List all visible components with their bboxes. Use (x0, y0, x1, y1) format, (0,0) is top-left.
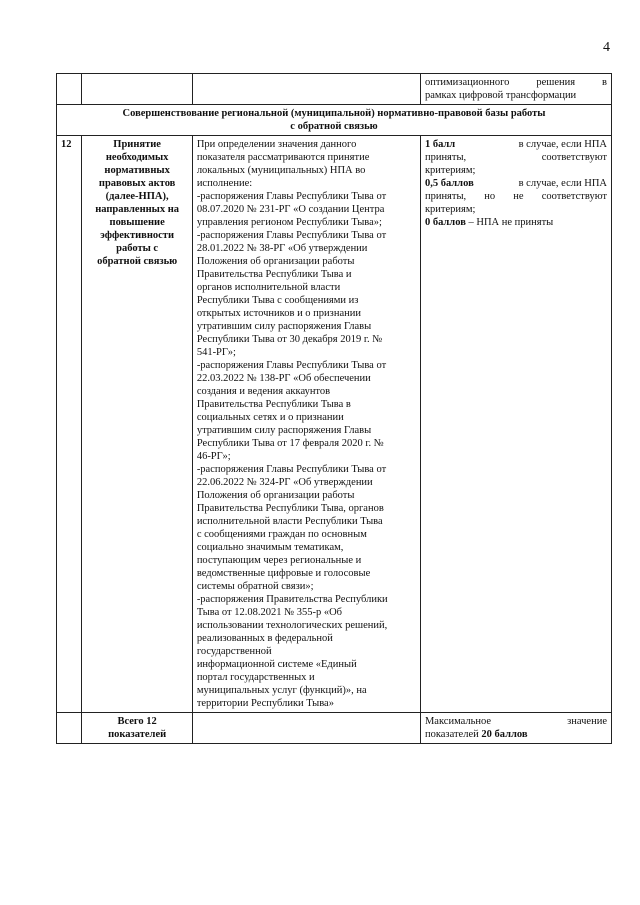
cell-empty (192, 713, 420, 744)
text-line: При определении значения данного (196, 139, 357, 150)
text-line: муниципальных услуг (функций)», на (196, 685, 367, 696)
text-line: исполнение: (196, 178, 253, 189)
text-line: реализованных в федеральной (196, 633, 333, 644)
text-line: 46-РГ»; (196, 451, 231, 462)
scoring-line (425, 728, 607, 741)
max-score: 20 баллов (481, 729, 528, 740)
text-line: показателя рассматриваются принятие (196, 152, 370, 163)
text-line: рамках цифровой трансформации (424, 90, 577, 101)
text-line: -распоряжения Главы Республики Тыва от (196, 191, 387, 202)
text-line: -распоряжения Правительства Республики (196, 594, 388, 605)
text-line: -распоряжения Главы Республики Тыва от (196, 464, 387, 475)
text-line: 22.03.2022 № 138-РГ «Об обеспечении (196, 373, 371, 384)
score-1-label: 1 балл (424, 139, 456, 150)
text-line: социально значимым тематикам, (196, 542, 344, 553)
text-line: приняты, соответствуют (424, 152, 607, 163)
scoring-line (425, 177, 607, 190)
scoring-line (425, 216, 607, 229)
section-header-row (57, 105, 612, 136)
text-line: правовых актов (98, 178, 176, 189)
text-line: 28.01.2022 № 38-РГ «Об утверждении (196, 243, 368, 254)
text-line: 22.06.2022 № 324-РГ «Об утверждении (196, 477, 373, 488)
calculation-method (192, 136, 420, 713)
text-line: Положения об организации работы (196, 256, 355, 267)
text-line: органов исполнительной власти (196, 282, 341, 293)
score-05-label: 0,5 баллов (424, 178, 474, 189)
total-row (57, 713, 612, 744)
scoring-criteria (420, 136, 611, 713)
text-line: нормативных (104, 165, 170, 176)
text-line: оптимизационного решения в (424, 77, 607, 88)
text-line: критериям; (424, 204, 476, 215)
text-line: государственной (196, 646, 272, 657)
table-row-12 (57, 136, 612, 713)
section-title-line: с обратной связью (290, 121, 378, 132)
text-line: показателей (424, 729, 479, 740)
text-line: Положения об организации работы (196, 490, 355, 501)
indicators-table (56, 73, 612, 744)
section-title (57, 105, 612, 136)
cell-empty (192, 74, 420, 105)
section-title-line: Совершенствование региональной (муниципальной) нормативно-правовой базы работы (122, 108, 546, 119)
text-line: информационной системе «Единый (196, 659, 357, 670)
text-line: использовании технологических решений, (196, 620, 388, 631)
cell-empty (82, 74, 192, 105)
text-line: утратившим силу распоряжения Главы (196, 425, 372, 436)
text-line: Принятие (113, 139, 161, 150)
text-line: показателей (108, 729, 167, 740)
text-line: Всего 12 (117, 716, 157, 727)
text-line: работы с (116, 243, 159, 254)
cell-empty (57, 713, 82, 744)
text-line: в случае, если НПА (518, 139, 607, 150)
text-line: портал государственных и (196, 672, 315, 683)
text-line: Правительства Республики Тыва в (196, 399, 351, 410)
text-line: в случае, если НПА (518, 178, 607, 189)
text-line: необходимых (105, 152, 169, 163)
text-line: Республики Тыва от 17 февраля 2020 г. № (196, 438, 384, 449)
text-line: Максимальное значение (424, 716, 607, 727)
text-line: ведомственные цифровые и голосовые (196, 568, 371, 579)
text-line: Правительства Республики Тыва, органов (196, 503, 384, 514)
text-line: (далее-НПА), (105, 191, 169, 202)
text-line: утратившим силу распоряжения Главы (196, 321, 372, 332)
text-line: создания и ведения аккаунтов (196, 386, 331, 397)
cell-continuation-text (420, 74, 611, 105)
text-line: эффективности (100, 230, 175, 241)
text-line: системы обратной связи»; (196, 581, 314, 592)
cell-empty (57, 74, 82, 105)
text-line: приняты, но не соответствуют (424, 191, 607, 202)
scoring-line (425, 138, 607, 151)
page-number: 4 (603, 40, 610, 55)
indicator-name (82, 136, 192, 713)
total-max-value (420, 713, 611, 744)
text-line: Правительства Республики Тыва и (196, 269, 352, 280)
text-line: 541-РГ»; (196, 347, 236, 358)
text-line: исполнительной власти Республики Тыва (196, 516, 383, 527)
text-line: поступающим через региональные и (196, 555, 362, 566)
text-line: территории Республики Тыва» (196, 698, 334, 709)
text-line: локальных (муниципальных) НПА во (196, 165, 366, 176)
score-0-label: 0 баллов (424, 217, 466, 228)
text-line: с сообщениями граждан по основным (196, 529, 367, 540)
table-row-continuation (57, 74, 612, 105)
text-line: повышение (109, 217, 165, 228)
row-number: 12 (57, 136, 82, 713)
text-line: Тыва от 12.08.2021 № 355-р «Об (196, 607, 343, 618)
text-line: открытых источников и о признании (196, 308, 361, 319)
text-line: – НПА не приняты (468, 217, 554, 228)
text-line: Республики Тыва от 30 декабря 2019 г. № (196, 334, 383, 345)
text-line: управления регионом Республики Тыва»; (196, 217, 382, 228)
text-line: критериям; (424, 165, 476, 176)
text-line: обратной связью (97, 256, 178, 267)
text-line: Республики Тыва с сообщениями из (196, 295, 359, 306)
text-line: -распоряжения Главы Республики Тыва от (196, 230, 387, 241)
total-label (82, 713, 192, 744)
text-line: 08.07.2020 № 231-РГ «О создании Центра (196, 204, 385, 215)
text-line: -распоряжения Главы Республики Тыва от (196, 360, 387, 371)
text-line: направленных на (95, 204, 180, 215)
text-line: социальных сетях и о признании (196, 412, 344, 423)
